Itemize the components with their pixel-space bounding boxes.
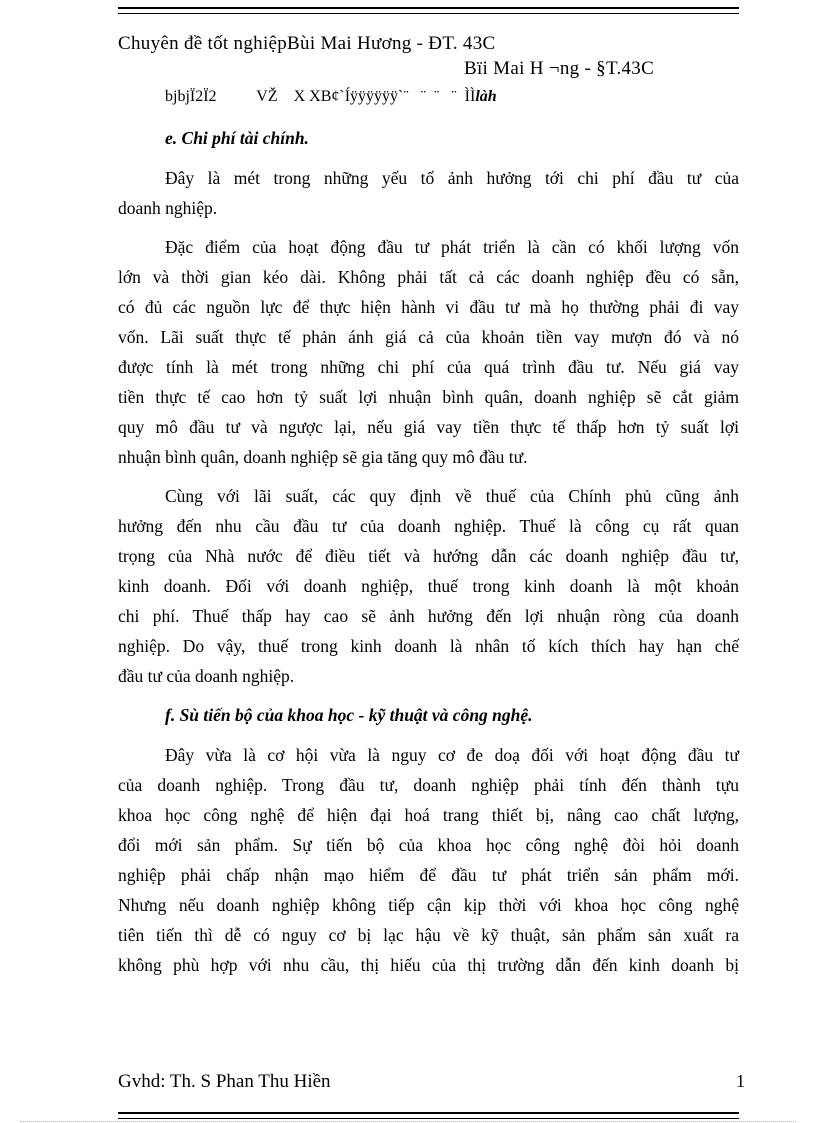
text-line: Nhưng nếu doanh nghiệp không tiếp cận kịp thời với khoa học công nghệ — [118, 895, 739, 915]
text-line: đổi mới sản phẩm. Sự tiến bộ của khoa học công nghệ đòi hỏi doanh — [118, 835, 739, 855]
document-body — [118, 123, 739, 980]
section-e-paragraph-3 — [118, 481, 739, 691]
text-line: khoa học công nghệ để hiện đại hoá trang thiết bị, nâng cao chất lượng, — [118, 805, 739, 825]
text-line: không phù hợp với nhu cầu, thị hiếu của thị trường dẫn đến kinh doanh bị — [118, 955, 739, 975]
text-line: chi phí. Thuế thấp hay cao sẽ ảnh hưởng đến lợi nhuận ròng của doanh — [118, 606, 739, 626]
text-line: trọng của Nhà nước để điều tiết và hướng dẫn các doanh nghiệp đầu tư, — [118, 546, 739, 566]
page-number: 1 — [736, 1071, 745, 1091]
text-line: Đây là mét trong những yếu tố ảnh hưởng tới chi phí đầu tư của — [165, 168, 739, 188]
text-line: tiên tiến thì dễ có nguy cơ bị lạc hậu về kỹ thuật, sản phẩm sản xuất ra — [118, 925, 739, 945]
text-line: nhuận bình quân, doanh nghiệp sẽ gia tăng quy mô đầu tư. — [118, 447, 528, 467]
section-f-paragraph-1 — [118, 740, 739, 980]
section-f-heading: f. Sù tiến bộ của khoa học - kỹ thuật và công nghệ. — [165, 705, 533, 725]
text-line: có đủ các nguồn lực để thực hiện hành vi đầu tư mà họ thường phải đi vay — [118, 297, 739, 317]
garbled-metadata-line — [165, 88, 497, 106]
text-line: của doanh nghiệp. Trong đầu tư, doanh nghiệp phải tính đến thành tựu — [118, 775, 739, 795]
text-line: lớn và thời gian kéo dài. Không phải tất cả các doanh nghiệp đều có sẵn, — [118, 267, 739, 287]
text-line: quy mô đầu tư và ngược lại, nếu giá vay tiền thực tế thấp hơn tỷ suất lợi — [118, 417, 739, 437]
text-line: vốn. Lãi suất thực tế phản ánh giá cả của khoản tiền vay mượn đó và nó — [118, 327, 739, 347]
text-line: Đây vừa là cơ hội vừa là nguy cơ đe doạ đối với hoạt động đầu tư — [165, 745, 739, 765]
text-line: tiền thực tế cao hơn tỷ suất lợi nhuận bình quân, doanh nghiệp sẽ cắt giảm — [118, 387, 739, 407]
garbled-prefix: bjbjÏ2Ï2 VŽ X XB¢`Íÿÿÿÿÿÿ`¨ ¨ ¨ ¨ ÌÌ — [165, 88, 476, 105]
page-edge-divider — [20, 1121, 796, 1122]
section-e-paragraph-2 — [118, 232, 739, 472]
section-e-heading: e. Chi phí tài chính. — [165, 128, 309, 148]
footer-rule — [118, 1112, 739, 1119]
text-line: Đặc điểm của hoạt động đầu tư phát triển là cần có khối lượng vốn — [165, 237, 739, 257]
garbled-suffix: làh — [475, 88, 497, 105]
text-line: được tính là mét trong những chi phí của quá trình đầu tư. Nếu giá vay — [118, 357, 739, 377]
text-line: nghiệp. Do vậy, thuế trong kinh doanh là nhân tố kích thích hay hạn chế — [118, 636, 739, 656]
header-title: Chuyên đề tốt nghiệpBùi Mai Hương - ĐT. 43C — [118, 33, 496, 54]
text-line: đầu tư của doanh nghiệp. — [118, 666, 295, 686]
header-author-garbled: Bïi Mai H ¬ng - §T.43C — [464, 58, 655, 79]
section-e-paragraph-1 — [118, 163, 739, 223]
text-line: hưởng đến nhu cầu đầu tư của doanh nghiệp. Thuế là công cụ rất quan — [118, 516, 739, 536]
text-line: kinh doanh. Đối với doanh nghiệp, thuế trong kinh doanh là một khoản — [118, 576, 739, 596]
text-line: Cùng với lãi suất, các quy định về thuế của Chính phủ cũng ảnh — [165, 486, 739, 506]
text-line: nghiệp phải chấp nhận mạo hiểm để đầu tư phát triển sản phẩm mới. — [118, 865, 739, 885]
header-rule — [118, 7, 739, 14]
footer-supervisor: Gvhd: Th. S Phan Thu Hiền — [118, 1071, 331, 1092]
text-line: doanh nghiệp. — [118, 198, 218, 218]
